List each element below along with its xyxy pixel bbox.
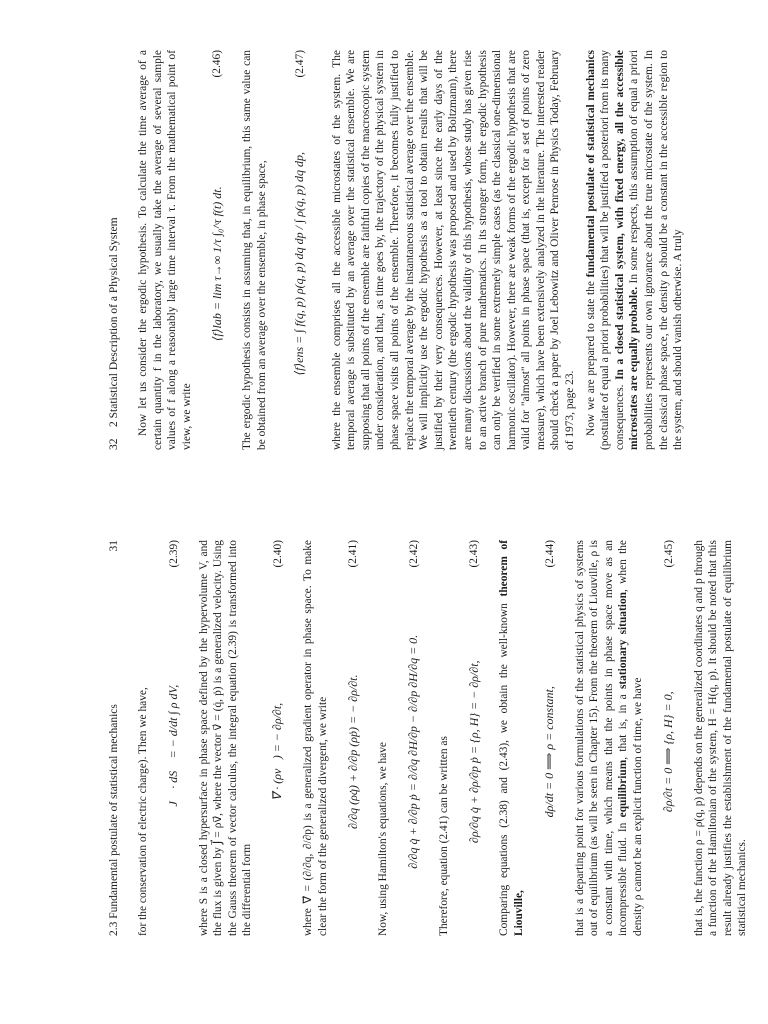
- paragraph: where ∇⃗ = (∂/∂q, ∂/∂p) is a generalized gradient operator in phase space. To make clear the form of the generalized divergent, we write: [301, 540, 329, 936]
- equation-number: (2.44): [543, 540, 556, 568]
- paragraph: [497, 540, 526, 936]
- equation-2-47: [280, 50, 320, 450]
- equation-body: dρ/dt = 0 ⟹ ρ = constant,: [542, 686, 557, 818]
- equation-body: ∂ρ/∂q q̇ + ∂ρ/∂p ṗ = {ρ, H} = − ∂ρ/∂t,: [466, 660, 481, 844]
- paragraph: Now let us consider the ergodic hypothesis. To calculate the time average of a certain quantity f in the laboratory, we usually take the average of several sample values of f along a reasonably large time interval τ. From the mathematical point of view, we write: [137, 50, 193, 450]
- bold-text: theorem of Liouville,: [498, 540, 525, 936]
- equation-2-42: [401, 540, 427, 936]
- paragraph: [573, 540, 646, 936]
- equation-number: (2.41): [347, 540, 360, 568]
- text-run: , when the density ρ cannot be an explicit function of time, we have: [617, 540, 644, 936]
- equation-body: ∂/∂q (ρq̇) + ∂/∂p (ρṗ) = − ∂ρ/∂t.: [345, 674, 360, 830]
- equation-number: (2.46): [211, 50, 224, 78]
- text-run: that is a departing point for various formulations of the statistical physics of systems out of equilibrium (as will be seen in Chapter 15). From the theorem of Liouville, ρ is a constant with time, which means that the points in phase space move as an incompressible fluid. In: [573, 540, 630, 936]
- page-number: 31: [108, 540, 120, 552]
- equation-number: (2.39): [167, 540, 180, 568]
- paragraph: where the ensemble comprises all the accessible microstates of the system. The temporal average is substituted by an average over the statistical ensemble. We are supposing that all points of the ensemble are faithful copies of the macroscopic system under consideration, and that, as time goes by, the trajectory of the physical system in phase space visits all points of the ensemble. Therefore, it becomes fully justified to replace the temporal average by the instantaneous statistical average over the ensemble. We will implicitly use the ergodic hypothesis as a tool to obtain results that will be justified by their very consequences. However, at least since the early days of the twentieth century (the ergodic hypothesis was proposed and used by Boltzmann), there are many discussions about the validity of this hypothesis, whose study has given rise to an active branch of pure mathematics. In its stronger form, the ergodic hypothesis can only be verified in some extremely simple cases (as the classical one-dimensional harmonic oscillator). However, there are weak forms of the ergodic hypothesis that are valid for "almost" all points in phase space (that is, except for a set of points of zero measure), which have been extensively analyzed in the literature. The interested reader should check a paper by Joel Lebowitz and Oliver Penrose in Physics Today, February of 1973, page 23.: [330, 50, 577, 450]
- header-title: 2 Statistical Description of a Physical System: [108, 217, 120, 427]
- equation-2-39: [161, 540, 187, 936]
- equation-number: (2.40): [271, 540, 284, 568]
- text-run: , that is, in a: [617, 689, 630, 760]
- text-run: (postulate of equal a priori probabilities) that will be justified a posteriori from its many consequences.: [599, 50, 626, 450]
- running-header: [108, 540, 120, 936]
- equation-2-46: [204, 50, 230, 450]
- equation-number: (2.42): [407, 540, 420, 568]
- paragraph: Therefore, equation (2.41) can be written as: [437, 736, 450, 936]
- equation-body: ∇⃗ · (ρv⃗) = − ∂ρ/∂t,: [270, 702, 285, 801]
- running-header: [108, 50, 120, 450]
- bold-text: fundamental postulate of statistical mechanics: [584, 50, 597, 278]
- equation-body: ⟨f⟩lab = lim τ→∞ 1/τ ∫₀^τ f(t) dt.: [209, 186, 224, 342]
- equation-body: ∮ J⃗ · dS⃗ = − d/dt ∫ ρ dV,: [166, 684, 181, 819]
- bold-text: In a closed statistical system, with fixed energy, all the accessible microstates are equally probable.: [613, 50, 641, 450]
- paragraph: for the conservation of electric charge). Then we have,: [137, 687, 149, 936]
- page-number-text: 32: [108, 438, 120, 450]
- text-run: Now we are prepared to state the: [584, 277, 597, 436]
- equation-number: (2.45): [662, 540, 675, 568]
- header-title: 2.3 Fundamental postulate of statistical mechanics: [108, 704, 120, 936]
- bold-text: stationary situation: [617, 592, 630, 690]
- bold-text: equilibrium: [617, 759, 630, 818]
- paragraph: where S is a closed hypersurface in phase space defined by the hypervolume V, and the flux is given by J⃗ = ρv⃗, where the vector v⃗ = (q̇, ṗ) is a generalized velocity. Using the Gauss theorem of vector calculus, the integral equation (2.39) is transformed into the differential form: [197, 540, 254, 936]
- paragraph: [584, 50, 686, 450]
- text-run: In some respects, this assumption of equal a priori probabilities represents our own ignorance about the true microstate of the system. In the classical phase space, the density ρ should be a constant in the accessible region to the system, and should vanish otherwise. A truly: [628, 50, 685, 450]
- page-number: [108, 217, 120, 450]
- equation-body: ⟨f⟩ens = ∫ f(q, p) ρ(q, p) dq dp / ∫ ρ(q, p) dq dp,: [292, 152, 307, 376]
- equation-number: (2.43): [468, 540, 481, 568]
- equation-body: ∂ρ/∂t = 0 ⟹ {ρ, H} = 0,: [661, 691, 675, 813]
- page-31: [0, 512, 768, 1024]
- equation-2-41: [340, 540, 366, 936]
- equation-2-40: [265, 540, 291, 936]
- equation-2-43: [461, 540, 487, 936]
- equation-2-45: [656, 540, 682, 936]
- paragraph: that is, the function ρ = ρ(q, p) depends on the generalized coordinates q and p through a function of the Hamiltonian of the system, H = H(q, p). It should be noted that this result already justifies the establishment of the fundamental postulate of equilibrium statistical mechanics.: [692, 540, 749, 936]
- equation-number: (2.47): [293, 50, 306, 78]
- paragraph: Now, using Hamilton's equations, we have: [377, 742, 390, 936]
- paragraph: The ergodic hypothesis consists in assuming that, in equilibrium, this same value can be obtained from an average over the ensemble, in phase space,: [241, 50, 268, 450]
- equation-body: ∂/∂q q̇ + ∂/∂p ṗ = ∂/∂q ∂H/∂p − ∂/∂p ∂H/∂q = 0.: [406, 634, 421, 869]
- text-run: Comparing equations (2.38) and (2.43), we obtain the well-known: [498, 596, 511, 936]
- equation-2-44: [537, 540, 563, 936]
